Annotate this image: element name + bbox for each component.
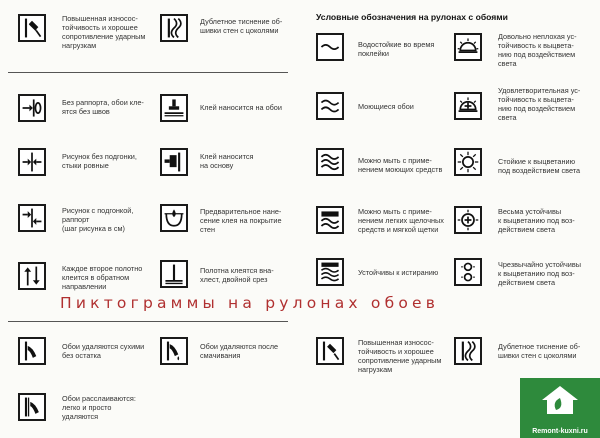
pictogram-label: Водостойкие во время поклейки — [358, 40, 435, 58]
sun-icon — [454, 148, 482, 176]
pictogram-label: Дублетное тиснение об- шивки стен с цоколями — [498, 342, 581, 360]
hammer-wear-icon — [316, 337, 344, 365]
pictogram-label: Рисунок без подгонки, стыки ровные — [62, 152, 137, 170]
pictogram-label: Можно мыть с приме- нением моющих средств — [358, 156, 443, 174]
pictogram-label: Полотна клеятся вна- хлест, двойной срез — [200, 266, 274, 284]
half-sun-icon — [454, 33, 482, 61]
peelable-icon — [18, 393, 46, 421]
paste-on-paper-icon — [160, 94, 188, 122]
divider — [8, 321, 288, 322]
embossing-icon — [160, 14, 188, 42]
offset-match-icon — [18, 204, 46, 232]
pictogram-label: Чрезвычайно устойчивы к выцветанию под воз- действием света — [498, 260, 581, 287]
reverse-hanging-icon — [18, 262, 46, 290]
pictogram-label: Моющиеся обои — [358, 102, 414, 111]
site-logo[interactable] — [520, 378, 600, 438]
pictogram-label: Стойкие к выцветанию под воздействием света — [498, 157, 581, 175]
pictogram-label: Дублетное тиснение об- шивки стен с цоколями — [200, 17, 283, 35]
washable-icon — [316, 92, 344, 120]
sun-plus-icon — [454, 206, 482, 234]
pictogram-label: Можно мыть с приме- нением легких щелочных средств и мягкой щетки — [358, 207, 444, 234]
banner-title: Пиктограммы на рулонах обоев — [60, 294, 440, 312]
straight-match-icon — [18, 148, 46, 176]
pictogram-label: Удовлетворительная ус- тойчивость к выцвета- нию под воздействием света — [498, 86, 581, 122]
logo-text: Remont-kuxni.ru — [532, 428, 588, 435]
wet-removable-icon — [160, 337, 188, 365]
pictogram-label: Весьма устойчивы к выцветанию под воз- действием света — [498, 207, 575, 234]
double-sun-icon — [454, 258, 482, 286]
pictogram-label: Довольно неплохая ус- тойчивость к выцвета- нию под воздействием света — [498, 32, 577, 68]
pictogram-label: Повышенная износос- тойчивость и хорошее сопротивление ударным нагрузкам — [62, 14, 146, 50]
overlap-cut-icon — [160, 260, 188, 288]
brush-washable-icon — [316, 206, 344, 234]
pictogram-label: Без раппорта, обои кле- ятся без швов — [62, 98, 144, 116]
pictogram-label: Предварительное нане- сение клея на покрытие стен — [200, 207, 282, 234]
hammer-wear-icon — [18, 14, 46, 42]
pictogram-label: Обои расслаиваются: легко и просто удаляются — [62, 394, 136, 421]
pictogram-label: Обои удаляются сухими без остатка — [62, 342, 145, 360]
dry-strippable-icon — [18, 337, 46, 365]
embossing-icon — [454, 337, 482, 365]
no-repeat-icon — [18, 94, 46, 122]
pictogram-label: Устойчивы к истиранию — [358, 268, 439, 277]
pictogram-label: Клей наносится на основу — [200, 152, 254, 170]
legend-heading: Условные обозначения на рулонах с обоями — [316, 12, 508, 22]
pictogram-label: Клей наносится на обои — [200, 103, 282, 112]
paste-on-wall-icon — [160, 148, 188, 176]
abrasion-resistant-icon — [316, 258, 344, 286]
pictogram-label: Рисунок с подгонкой, раппорт (шаг рисунка в см) — [62, 206, 134, 233]
pictogram-label: Обои удаляются после смачивания — [200, 342, 279, 360]
half-sun-plus-icon — [454, 92, 482, 120]
pictogram-label: Каждое второе полотно клеится в обратном направлении — [62, 264, 143, 291]
divider — [8, 72, 288, 73]
scrubbable-icon — [316, 148, 344, 176]
water-resistant-icon — [316, 33, 344, 61]
pictogram-label: Повышенная износос- тойчивость и хорошее сопротивление ударным нагрузкам — [358, 338, 442, 374]
pre-paste-wall-icon — [160, 204, 188, 232]
